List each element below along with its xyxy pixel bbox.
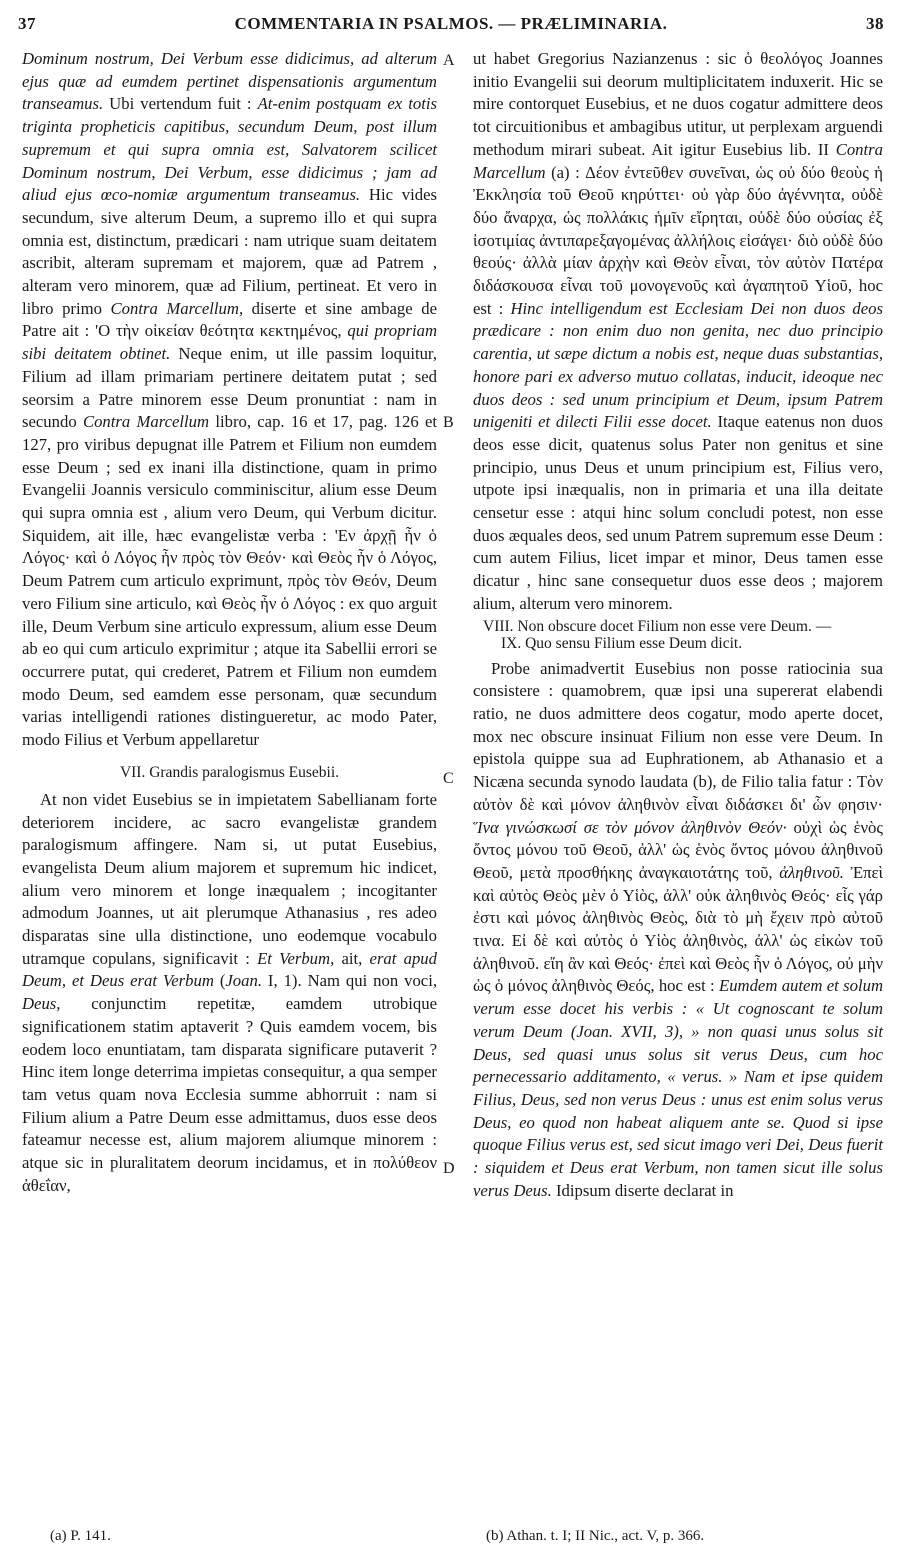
footnote-left: (a) P. 141. [50,1528,111,1544]
paragraph-right-1 [473,48,883,616]
text-italic: Hinc intelligendum est Ecclesiam Dei non duos deos prædicare : non enim duo non genita, nec duo principio carentia, ut sæpe dictum a nobis est, neque duas substantias, honore pari ex adverso mutuo collatas, inducit, ideoque nec duos deos : sed unum principium et Deum, ipsum Patrem unigeniti et dilecti Filii esse docet. [473,298,883,432]
text-italic: erat apud Deum, et Deus erat Verbum [22,948,437,991]
text: libro, cap. 16 et 17, pag. 126 et 127, pro viribus depugnat ille Patrem et Filium non eumdem esse Deum ; sed ex inani illa distinctione, quam in primo Evangelii Joannis versiculo comminiscitur, alium esse Deum qui supra omnia est , alium vero Deum, qui Verbum dicitur. Siquidem, ait ille, hæc evangelistæ verba : 'Εν ἀρχῇ ἦν ὁ Λόγος· καὶ ὁ Λόγος ἦν πρὸς τὸν Θεόν· καὶ Θεὸς ἦν ὁ Λόγος, Deum Patrem cum articulo exprimunt, πρὸς τὸν Θεόν, Deum vero Filium sine articulo, καὶ Θεὸς ἦν ὁ Λόγος : ex quo arguit ille, Deum Verbum sine articulo expressum, alium esse Deum ab eo qui cum articulo exprimitur ; atque ita Sabellii errori se occurrere putat, qui crederet, Patrem et Filium non eumdem modo Deum, sed eamdem esse personam, quæ secundum varias intelligendi rationes distingueretur, ac modo Pater, modo Filius et Verbum appellaretur [22,412,437,750]
text: At non videt Eusebius se in impietatem Sabellianam forte deteriorem incidere, ac sacro evangelistæ grandem paralogismum affingere. Nam si, ut putat Eusebius, evangelista Deum alium majorem et supremum hic indicet, alium vero minorem et longe inæqualem ; incogitanter admodum Joannes, ut ait plerumque Athanasius , res adeo disparatas sine ulla distinctione, uno eodemque vocabulo utramque copulans, significavit : [22,789,437,968]
page-header [18,14,884,40]
text: Itaque eatenus non duos deos esse dicit, quatenus solus Pater non genitus et sine principio, unus Deus et unum principium est, Filius vero, utpote ipsi inæqualis, non in primaria et una illa deitate censetur esse : atqui hinc solum concludi potest, non esse duos æquales deos, sed unum Patrem supremum esse Deum : cum autem Filius, licet impar et minor, Deus tamen esse dicatur , hinc sane consequetur duos esse deos ; majorem alium, alterum vero minorem. [473,412,883,613]
section-heading-ix: IX. Quo sensu Filium esse Deum dicit. [501,634,743,652]
text: conjunctim repetitæ, eamdem utrobique significationem statim aptaverit ? Quis eamdem vocem, bis eodem loco enuntiatam, tam disparata significare putaverit ? Hinc item longe deterrima impietas consequitur, a qua semper tam vetus quam nova Ecclesia summe abhorruit : nam si Filium alium a Patre Deum esse admittamus, duos esse deos fateamur necesse est, alium majorem aliumque minorem : atque sic in pluralitatem deorum incidamus, et in πολύθεον ἀθεΐαν, [22,994,437,1195]
text: I, 1). Nam qui non voci, [262,971,438,991]
text: diserte et sine ambage de Patre ait : 'Ο τὴν οἰκείαν θεότητα κεκτημένος, [22,298,437,341]
text: ait, [334,948,370,968]
text-italic: qui propriam sibi deitatem obtinet. [22,321,437,364]
text-italic: Dominum nostrum, Dei Verbum esse didicimus, ad alterum ejus quæ ad eumdem pertinet dispensationis argumentum transeamus. [22,49,437,114]
text-italic: At-enim postquam ex totis triginta propheticis capitibus, secundum Deum, post illum supremum et qui supra omnia est, Salvatorem scilicet Dominum nostrum, Dei Verbum, esse didicimus ; jam ad aliud ejus œco-nomiæ argumentum transeamus. [22,94,437,205]
left-column [22,48,437,1197]
margin-letter-b: B [443,414,454,431]
text: Idipsum diserte declarat in [551,1180,734,1200]
page-number-left: 37 [18,14,36,33]
section-heading-vii: VII. Grandis paralogismus Eusebii. [119,763,340,781]
margin-letter-d: D [443,1160,455,1177]
text: Ubi vertendum fuit : [103,94,258,114]
text: Probe animadvertit Eusebius non posse ratiocinia sua consistere : quamobrem, quæ ipsi una supererat elabendi ratio, ne duos admittere deos cogatur, modo aperte docet, mox nec obscure insinuat Filium non esse vere Deum. In epistola quippe sua ad Euphrationem, ab Athanasio et a Nicæna secunda synodo laudata (b), de Filio talia fatur : Τὸν αὐτὸν δὲ καὶ μόνον ἀληθινὸν εἶναι διδάσκει δι' ὧν φησιν· [473,658,883,814]
text: ( [213,971,226,991]
right-column [473,48,883,1202]
paragraph-left-2 [22,789,437,1198]
text: οὐχὶ ὡς ἑνὸς ὄντος μόνου τοῦ Θεοῦ, ἀλλ' ὡς ἑνὸς ὄντος μόνου ἀληθινοῦ Θεοῦ, μετὰ προσθήκης ἀναγκαιοτάτης τοῦ, [473,817,883,882]
text-italic: Eumdem autem et solum verum esse docet his verbis : « Ut cognoscant te solum verum Deum (Joan. XVII, 3), » non quasi unus solus sit Deus, sed quasi unus solus sit verus Deus, cum hoc pernecessario additamento, « verus. » Nam et ipse quidem Filius, Deus, sed non verus Deus : unus est enim solus verus Deus, eo quod non habeat aliquem ante se. Quod si ipse quoque Filius verus est, sed sicut imago veri Dei, Deus fuerit : siquidem et Deus erat Verbum, non tamen sicut ille solus verus Deus. [473,976,883,1200]
footnote-right: (b) Athan. t. I; II Nic., act. V, p. 366. [486,1528,705,1544]
margin-letter-a: A [443,52,455,69]
text-italic: Contra Marcellum [82,412,210,432]
text: ut habet Gregorius Nazianzenus : sic ὁ θεολόγος Joannes initio Evangelii sui deorum multiplicitatem induxerit. Hic se mire contorquet Eusebius, et ne duos cogatur admittere deos tot circuitionibus et ambagibus utitur, ut perplexam arguendi methodum mirari subeat. Ait igitur Eusebius lib. II [473,49,883,159]
text: (a) : Δέον ἐντεῦθεν συνεῖναι, ὡς οὐ δύο θεοὺς ἡ Ἐκκλησία τοῦ Θεοῦ κηρύττει· οὐ γὰρ δύο ἀγέννητα, οὐδὲ δύο ἄναρχα, ὡς πολλάκις ἡμῖν εἴρηται, οὐδὲ δύο οὐσίας ἐξ ἰσοτιμίας ἀντιπαρεξαγομένας ἀλλήλοις εἰσάγει· διὸ οὐδὲ δύο θεούς· ἀλλὰ μίαν ἀρχὴν καὶ Θεὸν εἶναι, τὸν αὐτὸν Πατέρα διδάσκουσα εἶναι τοῦ μονογενοῦς καὶ ἀγαπητοῦ Υἱοῦ, hoc est : [473,162,883,318]
margin-letter-c: C [443,770,454,787]
text: Hic vides secundum, sive alterum Deum, a supremo illo et qui supra omnia est, distinctum, prædicari : nam utrique suam deitatem ascribit, alteram supremam et majorem, quæ ad Patrem , alteram vero minorem, quæ ad Filium, pertineat. Et vero in libro primo [22,185,437,318]
section-heading-viii: VIII. Non obscure docet Filium non esse vere Deum. — [483,617,832,635]
text: Neque enim, ut ille passim loquitur, Filium ad illam primariam pertinere deitatem putat ; sed seorsim a Patre minorem esse Deum pronuntiat : nam in secundo [22,344,437,432]
text: Ἐπεὶ καὶ αὐτὸς Θεὸς μὲν ὁ Υἱὸς, ἀλλ' οὐκ ἀληθινὸς Θεός· εἷς γάρ ἐστι καὶ μόνος ἀληθινὸς Θεὸς, διὰ τὸ μὴ ἔχειν πρὸ αὐτοῦ τινα. Εἰ δὲ καὶ αὐτὸς ὁ Υἱὸς ἀληθινὸς, ἀλλ' ὡς εἰκὼν τοῦ ἀληθινοῦ. εἴη ἂν καὶ Θεός· ἐπεὶ καὶ Θεὸς ἦν ὁ Λόγος, οὐ μὴν ὡς ὁ μόνος ἀληθινὸς Θεός, hoc est : [473,862,884,996]
text-italic: Contra Marcellum, [110,298,244,318]
text-italic: ἀληθινοῦ. [779,862,844,882]
text-italic: Deus, [22,994,61,1014]
page-number-right: 38 [866,14,884,33]
text-italic: Et Verbum, [257,948,335,968]
text-italic: Contra Marcellum [473,139,883,182]
running-title: COMMENTARIA IN PSALMOS. — PRÆLIMINARIA. [234,14,668,33]
text-italic: Ἵνα γινώσκωσί σε τὸν μόνον ἀληθινὸν Θεόν· [473,817,787,837]
text-italic: Joan. [225,971,263,991]
paragraph-left-1 [22,48,437,752]
paragraph-right-2 [473,658,883,1203]
